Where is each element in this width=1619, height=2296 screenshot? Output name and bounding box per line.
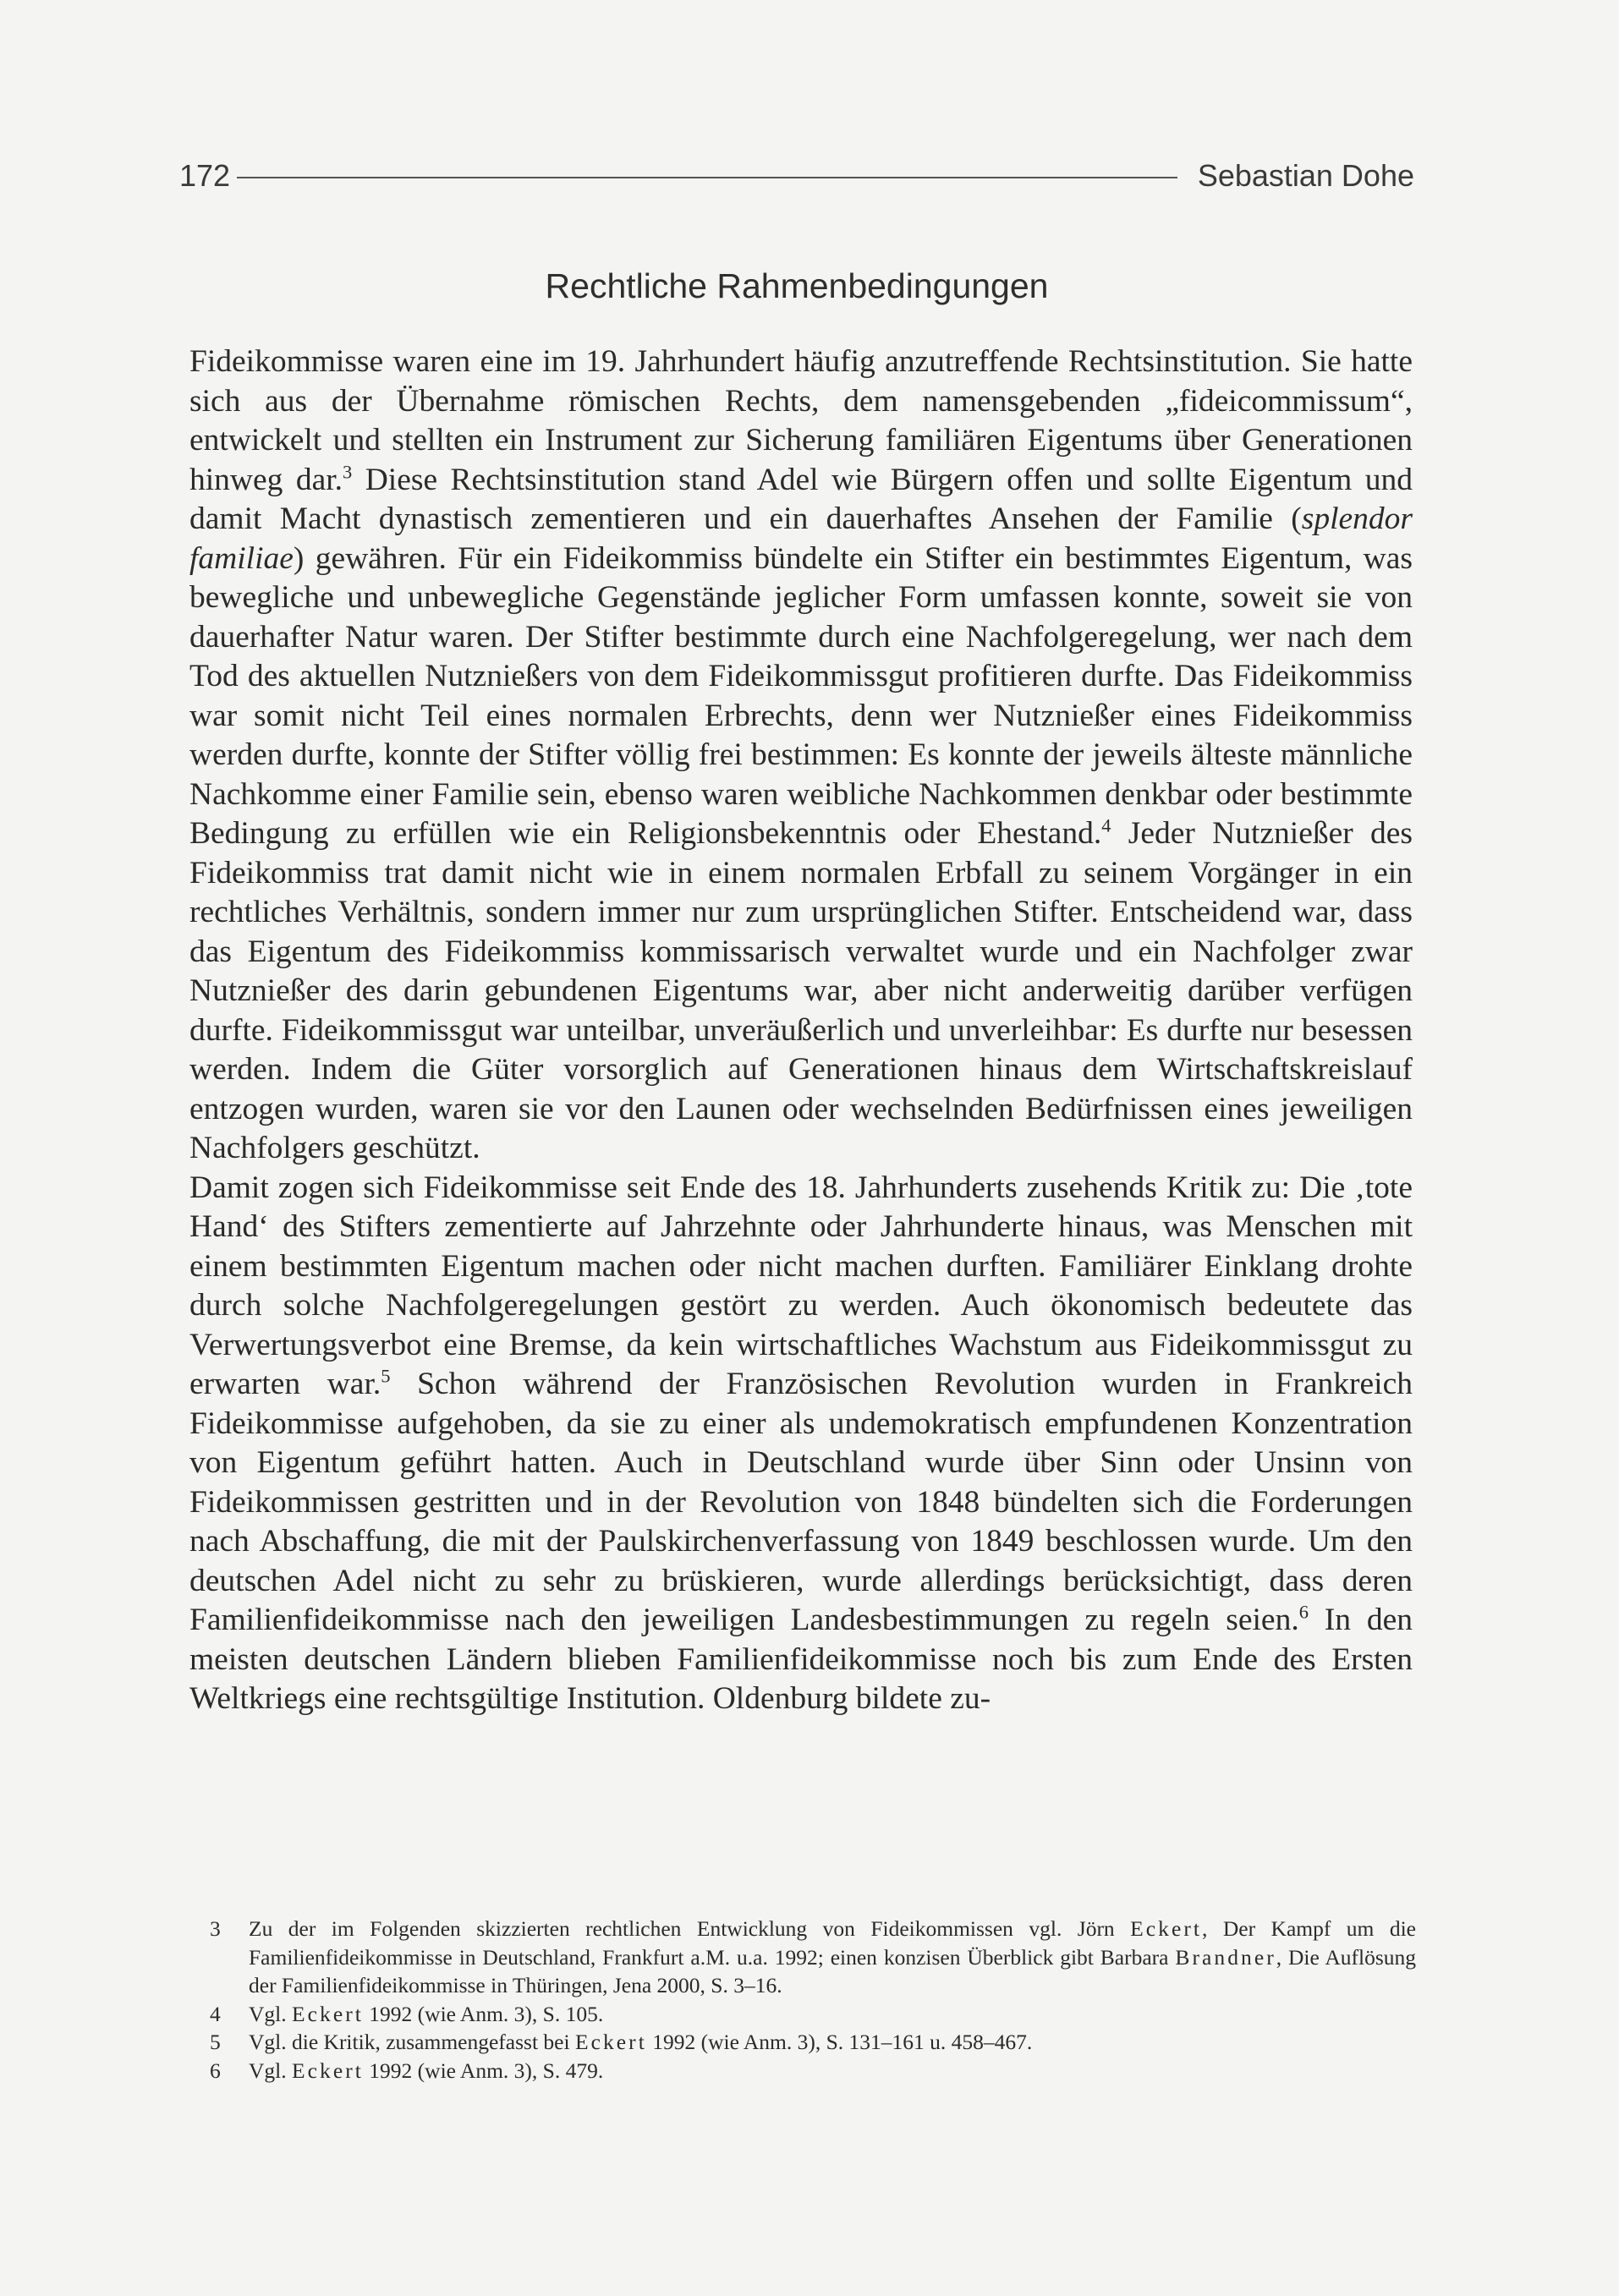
author-name: Brandner [1175,1944,1276,1970]
footnote-ref-4: 4 [1101,814,1111,836]
text-run: Zu der im Folgenden skizzierten rechtlichen Entwicklung von Fideikommissen vgl. Jörn [249,1916,1131,1941]
footnotes [210,1915,1416,2085]
footnote-4 [210,2000,1416,2029]
footnote-3 [210,1915,1416,2000]
header-rule [237,177,1177,178]
footnote-ref-6: 6 [1298,1601,1309,1623]
text-run: Jeder Nutznießer des Fideikommiss trat damit nicht wie in einem normalen Erbfall zu seinem Vorgänger in ein rechtliches Verhältnis, sondern immer nur zum ursprünglichen Stifter. Entscheidend war, dass das Eigentum des Fideikommiss kommissarisch verwaltet wurde und ein Nachfolger zwar Nutznießer des darin gebundenen Eigentums war, aber nicht anderweitig darüber verfügen durfte. Fideikommissgut war unteilbar, unveräußerlich und unverleihbar: Es durfte nur besessen werden. Indem die Güter vorsorglich auf Generationen hinaus dem Wirtschaftskreislauf entzogen wurden, waren sie vor den Launen oder wechselnden Bedürfnissen eines jeweiligen Nachfolgers geschützt. [189,816,1413,1165]
text-run: Vgl. die Kritik, zusammengefasst bei [249,2030,575,2054]
footnote-text [249,1915,1416,2000]
body-text [189,342,1413,1719]
author-name: Eckert [292,2001,364,2026]
running-header [179,151,1414,201]
footnote-5 [210,2028,1416,2057]
footnote-number: 3 [210,1916,221,1941]
paragraph-2 [189,1169,1413,1719]
text-run: Damit zogen sich Fideikommisse seit Ende des 18. Jahrhunderts zusehends Kritik zu: Die ‚tote Hand‘ des Stifters zementierte auf Jahrzehnte oder Jahrhunderte hinaus, was Menschen mit einem bestimmten Eigentum machen oder nicht machen durften. Familiärer Einklang drohte durch solche Nachfolgeregelungen gestört zu werden. Auch ökonomisch bedeutete das Verwertungsverbot eine Bremse, da kein wirtschaftliches Wachstum aus Fideikommissgut zu erwarten war. [189,1170,1413,1401]
text-run: 1992 (wie Anm. 3), S. 479. [363,2058,604,2083]
footnote-ref-5: 5 [381,1365,391,1387]
author-name: Eckert [1130,1916,1203,1941]
footnote-text [249,2028,1416,2057]
footnote-text [249,2000,1416,2029]
text-run: Diese Rechtsinstitution stand Adel wie Bürgern offen und sollte Eigentum und damit Macht dynastisch zementieren und ein dauerhaftes Ansehen der Familie ( [189,462,1413,536]
text-run: Fideikommisse waren eine im 19. Jahrhundert häufig anzutreffende Rechtsinstitution. Sie hatte sich aus der Übernahme römischen Rechts, dem namensgebenden „fideicommissum“, entwickelt und stellten ein Instrument zur Sicherung familiären Eigentums über Generationen hinweg dar. [189,344,1413,497]
paragraph-1 [189,342,1413,1169]
running-head-author: Sebastian Dohe [1197,158,1414,193]
author-name: Eckert [574,2030,647,2054]
italic-term: splendor familiae [189,501,1413,576]
text-run: Vgl. [249,2001,292,2026]
footnote-ref-3: 3 [343,461,353,482]
footnote-6 [210,2057,1416,2085]
author-name: Eckert [292,2058,364,2083]
text-run: Schon während der Französischen Revolution wurden in Frankreich Fideikommisse aufgehoben, da sie zu einer als undemokratisch empfundenen Konzentration von Eigentum geführt hatten. Auch in Deutschland wurde über Sinn oder Unsinn von Fideikommissen gestritten und in der Revolution von 1848 bündelten sich die Forderungen nach Abschaffung, die mit der Paulskirchenverfassung von 1849 beschlossen wurde. Um den deutschen Adel nicht zu sehr zu brüskieren, wurde allerdings berücksichtigt, dass deren Familienfideikommisse nach den jeweiligen Landesbestimmungen zu regeln seien. [189,1367,1413,1637]
text-run: 1992 (wie Anm. 3), S. 105. [363,2001,604,2026]
text-run: , Die Auflösung der Familienfideikommisse in Thüringen, Jena 2000, S. 3–16. [249,1944,1416,1997]
footnote-text [249,2057,1416,2085]
text-run: , Der Kampf um die Familienfideikommisse in Deutschland, Frankfurt a.M. u.a. 1992; einen konzisen Überblick gibt Barbara [249,1916,1416,1970]
text-run: ) gewähren. Für ein Fideikommiss bündelte ein Stifter ein bestimmtes Eigentum, was bewegliche und unbewegliche Gegenstände jeglicher Form umfassen konnte, soweit sie von dauerhafter Natur waren. Der Stifter bestimmte durch eine Nachfolgeregelung, wer nach dem Tod des aktuellen Nutznießers von dem Fideikommissgut profitieren durfte. Das Fideikommiss war somit nicht Teil eines normalen Erbrechts, denn wer Nutznießer eines Fideikommiss werden durfte, konnte der Stifter völlig frei bestimmen: Es konnte der jeweils älteste männliche Nachkomme einer Familie sein, ebenso waren weibliche Nachkommen denkbar oder bestimmte Bedingung zu erfüllen wie ein Religionsbekenntnis oder Ehestand. [189,540,1413,851]
footnote-number: 5 [210,2030,221,2054]
page-number: 172 [179,158,231,193]
footnote-number: 6 [210,2058,221,2083]
text-run: 1992 (wie Anm. 3), S. 131–161 u. 458–467. [646,2030,1033,2054]
text-run: Vgl. [249,2058,292,2083]
footnote-number: 4 [210,2001,221,2026]
text-run: In den meisten deutschen Ländern blieben Familienfideikommisse noch bis zum Ende des Ersten Weltkriegs eine rechtsgültige Institution. Oldenburg bildete zu- [189,1603,1413,1716]
section-title: Rechtliche Rahmenbedingungen [545,266,1049,305]
